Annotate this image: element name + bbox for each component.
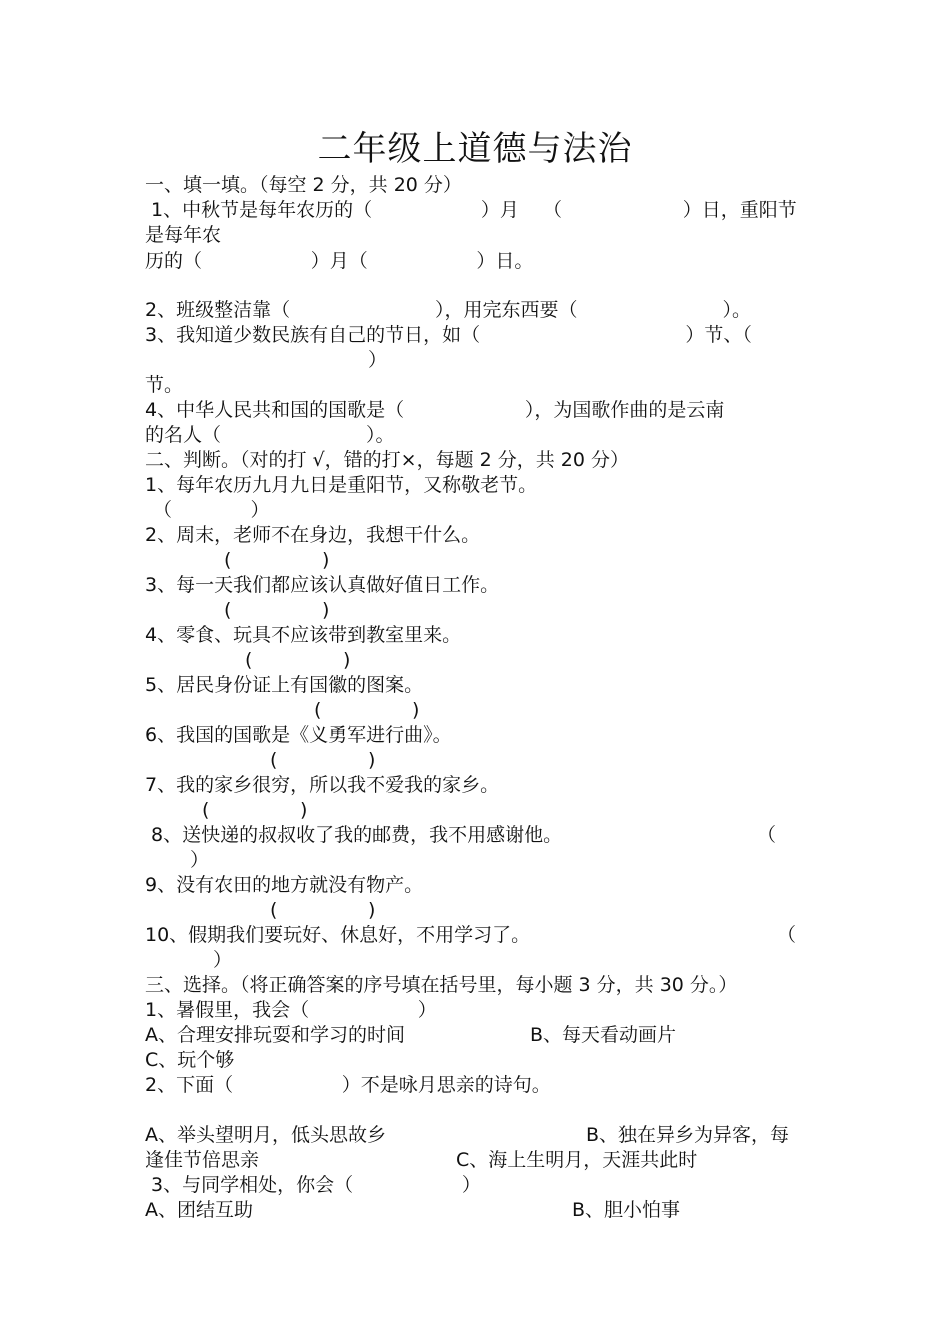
- judge-question-9: 9、没有农田的地方就没有物产。: [145, 874, 424, 896]
- fill-question-3-paren: ）: [368, 349, 388, 371]
- fill-question-3: 3、我知道少数民族有自己的节日，如（ ）节、（: [145, 324, 752, 346]
- judge-answer-2: ( ): [224, 549, 330, 571]
- judge-question-3: 3、每一天我们都应该认真做好值日工作。: [145, 574, 500, 596]
- choice-1-option-a: A、合理安排玩耍和学习的时间: [145, 1024, 405, 1046]
- choice-2-option-b: B、独在异乡为异客，每: [586, 1124, 790, 1146]
- choice-2-option-c: C、海上生明月，天涯共此时: [456, 1149, 698, 1171]
- fill-question-4-cont: 的名人（ ）。: [145, 424, 395, 446]
- fill-question-1-cont2: 历的（ ）月（ ）日。: [145, 250, 534, 272]
- choice-2-option-b-cont: 逢佳节倍思亲: [145, 1149, 260, 1171]
- fill-question-4: 4、中华人民共和国的国歌是（ ），为国歌作曲的是云南: [145, 399, 725, 421]
- judge-answer-8-open: （: [757, 824, 777, 846]
- section-3-heading: 三、选择。（将正确答案的序号填在括号里，每小题 3 分，共 30 分。）: [145, 974, 738, 996]
- judge-answer-10-open: （: [777, 924, 797, 946]
- judge-question-1: 1、每年农历九月九日是重阳节，又称敬老节。: [145, 474, 538, 496]
- judge-question-2: 2、周末，老师不在身边，我想干什么。: [145, 524, 481, 546]
- fill-question-1: 1、中秋节是每年农历的（ ）月 （ ）日，重阳节: [145, 199, 797, 221]
- choice-1-option-b: B、每天看动画片: [530, 1024, 677, 1046]
- judge-answer-6: ( ): [270, 749, 376, 771]
- judge-question-4: 4、零食、玩具不应该带到教室里来。: [145, 624, 462, 646]
- judge-answer-9: ( ): [270, 899, 376, 921]
- judge-answer-7: ( ): [202, 799, 308, 821]
- section-2-heading: 二、判断。（对的打 √，错的打×，每题 2 分，共 20 分）: [145, 449, 629, 471]
- choice-2-option-a: A、举头望明月，低头思故乡: [145, 1124, 386, 1146]
- choice-question-3: 3、与同学相处，你会（ ）: [145, 1174, 481, 1196]
- judge-question-10: 10、假期我们要玩好、休息好，不用学习了。: [145, 924, 531, 946]
- choice-1-option-c: C、玩个够: [145, 1049, 235, 1071]
- judge-answer-4: ( ): [245, 649, 351, 671]
- section-1-heading: 一、填一填。（每空 2 分，共 20 分）: [145, 174, 462, 196]
- judge-answer-5: ( ): [314, 699, 420, 721]
- judge-question-8: 8、送快递的叔叔收了我的邮费，我不用感谢他。: [145, 824, 563, 846]
- choice-question-2: 2、下面（ ）不是咏月思亲的诗句。: [145, 1074, 551, 1096]
- choice-3-option-a: A、团结互助: [145, 1199, 253, 1221]
- judge-question-5: 5、居民身份证上有国徽的图案。: [145, 674, 424, 696]
- page-title: 二年级上道德与法治: [317, 129, 633, 169]
- choice-3-option-b: B、胆小怕事: [572, 1199, 681, 1221]
- judge-answer-8-close: ）: [190, 849, 210, 871]
- judge-question-6: 6、我国的国歌是《义勇军进行曲》。: [145, 724, 452, 746]
- judge-question-7: 7、我的家乡很穷，所以我不爱我的家乡。: [145, 774, 500, 796]
- judge-answer-10-close: ）: [213, 949, 233, 971]
- fill-question-3-cont: 节。: [145, 374, 184, 396]
- fill-question-1-cont: 是每年农: [145, 224, 222, 246]
- choice-question-1: 1、暑假里，我会（ ）: [145, 999, 437, 1021]
- fill-question-2: 2、班级整洁靠（ ），用完东西要（ ）。: [145, 299, 751, 321]
- judge-answer-3: ( ): [224, 599, 330, 621]
- judge-answer-1: （ ）: [153, 499, 270, 521]
